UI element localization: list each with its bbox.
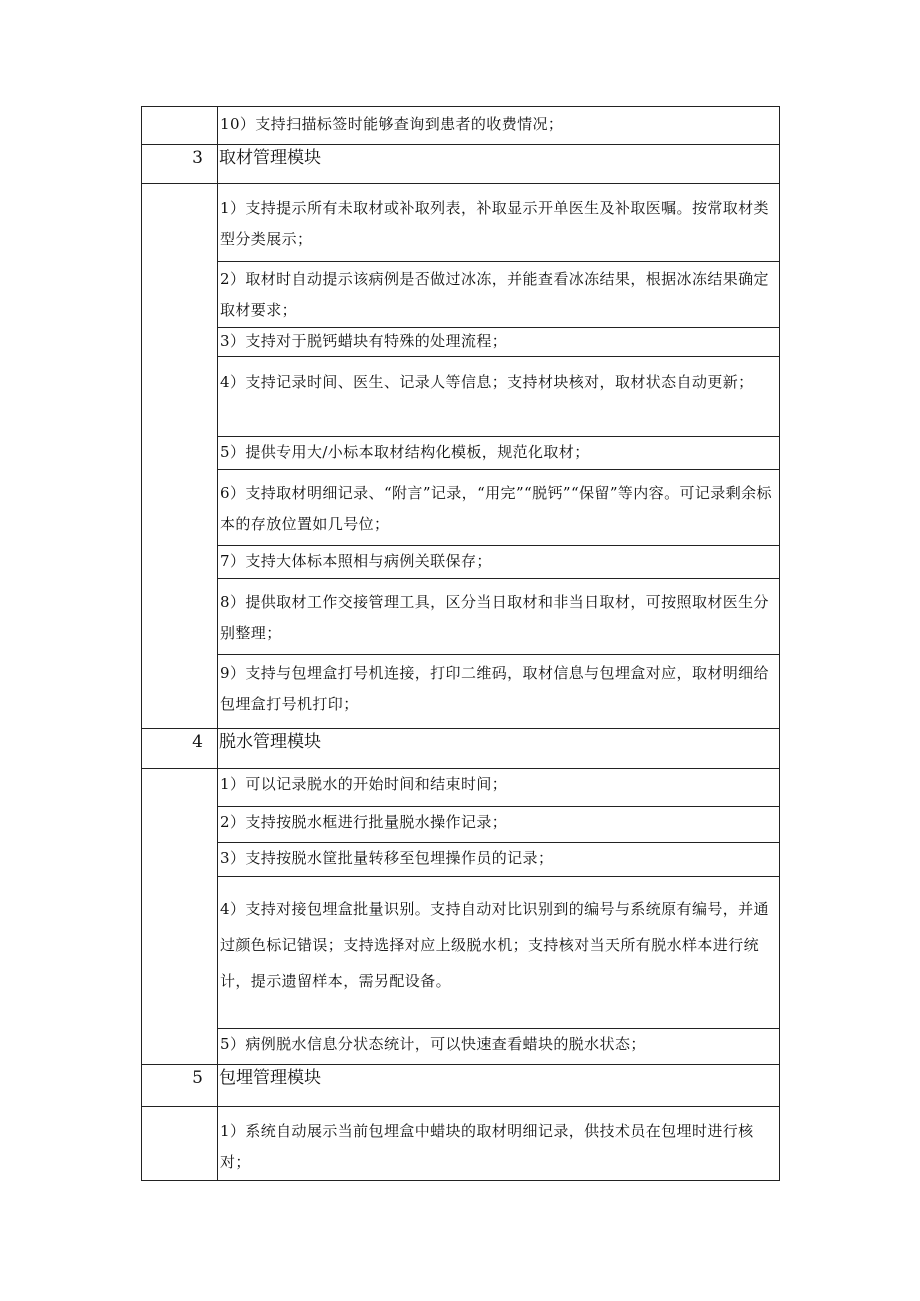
row-number	[142, 769, 218, 1065]
row-text: 5）病例脱水信息分状态统计，可以快速查看蜡块的脱水状态；	[218, 1029, 780, 1065]
table-row	[142, 807, 780, 843]
table-row	[142, 328, 780, 357]
table-row	[142, 437, 780, 470]
row-text: 10）支持扫描标签时能够查询到患者的收费情况；	[218, 107, 780, 145]
row-text: 4）支持对接包埋盒批量识别。支持自动对比识别到的编号与系统原有编号，并通过颜色标记错误；支持选择对应上级脱水机；支持核对当天所有脱水样本进行统计，提示遗留样本，需另配设备。	[218, 877, 780, 1029]
section-title: 取材管理模块	[218, 145, 780, 184]
table-row	[142, 470, 780, 546]
table-row	[142, 655, 780, 729]
row-text: 1）支持提示所有未取材或补取列表，补取显示开单医生及补取医嘱。按常取材类型分类展示；	[218, 184, 780, 262]
table-row	[142, 184, 780, 262]
table-row	[142, 877, 780, 1029]
row-text: 3）支持对于脱钙蜡块有特殊的处理流程；	[218, 328, 780, 357]
row-text: 7）支持大体标本照相与病例关联保存；	[218, 546, 780, 579]
table-row	[142, 107, 780, 145]
table-row	[142, 579, 780, 655]
row-text: 2）取材时自动提示该病例是否做过冰冻，并能查看冰冻结果，根据冰冻结果确定取材要求；	[218, 262, 780, 328]
table-row	[142, 843, 780, 877]
section-row	[142, 145, 780, 184]
section-number: 4	[142, 729, 218, 769]
section-number: 5	[142, 1065, 218, 1107]
row-text: 3）支持按脱水筐批量转移至包埋操作员的记录；	[218, 843, 780, 877]
row-text: 9）支持与包埋盒打号机连接，打印二维码，取材信息与包埋盒对应，取材明细给包埋盒打号机打印；	[218, 655, 780, 729]
row-text: 8）提供取材工作交接管理工具，区分当日取材和非当日取材，可按照取材医生分别整理；	[218, 579, 780, 655]
section-title: 包埋管理模块	[218, 1065, 780, 1107]
row-text: 6）支持取材明细记录、“附言”记录，“用完”“脱钙”“保留”等内容。可记录剩余标本的存放位置如几号位；	[218, 470, 780, 546]
section-number: 3	[142, 145, 218, 184]
row-text: 5）提供专用大/小标本取材结构化模板，规范化取材；	[218, 437, 780, 470]
row-number	[142, 184, 218, 729]
row-text: 2）支持按脱水框进行批量脱水操作记录；	[218, 807, 780, 843]
row-number	[142, 107, 218, 145]
table-row	[142, 769, 780, 807]
table-row	[142, 546, 780, 579]
table-row	[142, 1107, 780, 1181]
section-row	[142, 729, 780, 769]
section-row	[142, 1065, 780, 1107]
row-text: 1）系统自动展示当前包埋盒中蜡块的取材明细记录，供技术员在包埋时进行核对；	[218, 1107, 780, 1181]
row-text: 1）可以记录脱水的开始时间和结束时间；	[218, 769, 780, 807]
section-title: 脱水管理模块	[218, 729, 780, 769]
requirements-table	[141, 106, 780, 1181]
table-row	[142, 262, 780, 328]
table-row	[142, 357, 780, 437]
row-text: 4）支持记录时间、医生、记录人等信息；支持材块核对，取材状态自动更新；	[218, 357, 780, 437]
row-number	[142, 1107, 218, 1181]
table-row	[142, 1029, 780, 1065]
